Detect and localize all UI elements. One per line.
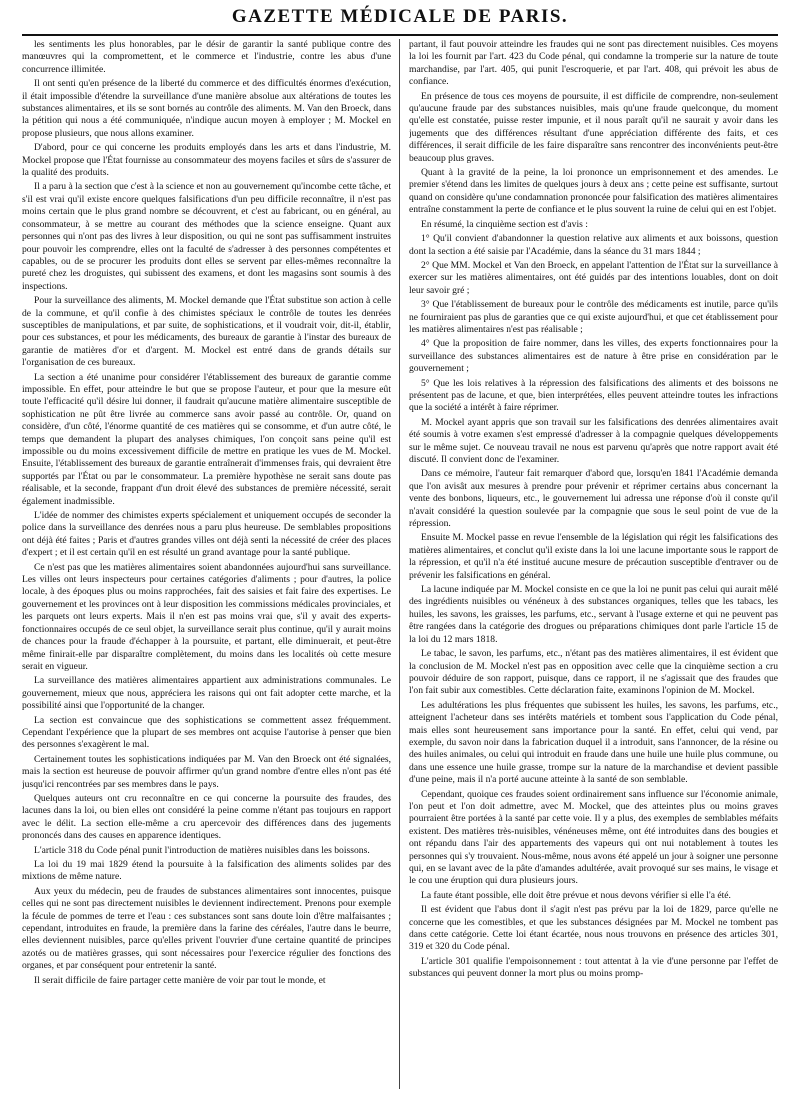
paragraph: L'idée de nommer des chimistes experts spécialement et uniquement occupés de seconder la police dans la surveillance des denrées nous a paru plus heureuse. De semblables propositions ont déjà été faites ; Paris et d'autres grandes villes ont déjà senti la nécessité de créer des places d'expert ; et il est certain qu'il en est résulté un grand avantage pour la santé publique.: [22, 510, 391, 559]
paragraph: L'article 301 qualifie l'empoisonnement : tout attentat à la vie d'une personne par l'effet de substances qui peuvent donner la mort plus ou moins promp-: [409, 955, 778, 980]
paragraph: Il ont senti qu'en présence de la liberté du commerce et des difficultés énormes d'exécution, il était impossible d'étendre la surveillance d'une manière absolue aux altérations de toutes les substances alimentaires, et ils se sont bornés au contrôle des aliments. M. Van den Broeck, dans la pétition qui nous a été communiquée, n'indique aucun moyen à employer ; M. Mockel en propose plusieurs, que nous allons examiner.: [22, 78, 391, 139]
paragraph: Il a paru à la section que c'est à la science et non au gouvernement qu'incombe cette tâche, et s'il est vrai qu'il existe encore quelques falsifications d'un peu difficile reconnaître, il n'est pas moins certain que le plus grand nombre se découvrent, et c'est au fabricant, ou en général, au consommateur, à se mettre au courant des méthodes que la science enseigne. Quant aux personnes qui n'ont pas des livres à leur disposition, ou qui ne sont pas suffisamment instruites pour pouvoir les comprendre, elles ont la faculté de s'adresser à des personnes compétentes et capables, ou de se procurer les produits dont elles se servent par elles-mêmes reconnaître la pureté chez les droguistes, qui subissent des examens, et dont les magasins sont soumis à des inspections.: [22, 181, 391, 292]
paragraph: Le tabac, le savon, les parfums, etc., n'étant pas des matières alimentaires, il est évident que la conclusion de M. Mockel n'est pas en opposition avec celle que la cinquième section a cru pouvoir déduire de son rapport, puisque, dans ce rapport, il ne s'agissait que des fraudes que l'on fait subir aux comestibles. Cette déclaration faite, examinons l'opinion de M. Mockel.: [409, 648, 778, 697]
paragraph: Il est évident que l'abus dont il s'agit n'est pas prévu par la loi de 1829, parce qu'elle ne concerne que les comestibles, et que les substances désignées par M. Mockel ne tombent pas dans cette catégorie. Cette loi étant écartée, nous nous trouvons en présence des articles 301, 319 et 320 du Code pénal.: [409, 904, 778, 953]
paragraph: 3° Que l'établissement de bureaux pour le contrôle des médicaments est inutile, parce qu'ils ne fourniraient pas plus de garanties que ce qui existe aujourd'hui, et que cet établissement pour les matières alimentaires n'est pas réalisable ;: [409, 299, 778, 335]
paragraph: Ce n'est pas que les matières alimentaires soient abandonnées aujourd'hui sans surveillance. Les villes ont leurs inspecteurs pour certaines catégories d'aliments ; pour d'autres, la police locale, à des époques plus ou moins rapprochées, fait des saisies et fait faire des expertises. Le gouvernement et les provinces ont à leur disposition les commissions médicales provinciales, et les parquets ont leurs experts. Mais il n'en est pas moins vrai que, s'il y avait des experts-fonctionnaires occupés de ce seul objet, la surveillance serait plus continue, qu'il y aurait moins de chances pour la fraude d'échapper à la poursuite, et partant, elle diminuerait, et peut-être même finirait-elle par disparaître complètement, du moins dans les localités où cette mesure serait en vigueur.: [22, 561, 391, 672]
paragraph: les sentiments les plus honorables, par le désir de garantir la santé publique contre des manœuvres qui la compromettent, et le commerce et l'industrie, contre les abus d'une concurrence illimitée.: [22, 39, 391, 75]
paragraph: La surveillance des matières alimentaires appartient aux administrations communales. Le gouvernement, mieux que nous, appréciera les raisons qui ont fait adopter cette marche, et la possibilité ainsi que l'opportunité de la changer.: [22, 675, 391, 712]
paragraph: Pour la surveillance des aliments, M. Mockel demande que l'État substitue son action à celle de la commune, et qu'il confie à des chimistes spéciaux le contrôle de toutes les denrées susceptibles de manipulations, et par suite, de sophistications, et il voudrait voir, dit-il, établir, pour ces substances, et pour les médicaments, des bureaux de garantie à l'instar des bureaux de garantie de matières d'or et d'argent. M. Mockel est entré dans de grands détails sur l'organisation de ces bureaux.: [22, 295, 391, 369]
paragraph: 5° Que les lois relatives à la répression des falsifications des aliments et des boissons ne présentent pas de lacune, et que, bien interprétées, elles peuvent atteindre toutes les infractions que la société a intérêt à faire réprimer.: [409, 377, 778, 414]
left-column: [22, 39, 391, 1089]
paragraph: La lacune indiquée par M. Mockel consiste en ce que la loi ne punit pas celui qui aurait mêlé des ingrédients nuisibles ou vénéneux à des substances organiques, telles que les tabacs, les huiles, les savons, les graisses, les parfums, etc., servant à l'usage externe et qui ne peuvent pas être rangées dans la catégorie des drogues ou préparations chimiques dont parle l'article 15 de la loi du 12 mars 1818.: [409, 584, 778, 645]
paragraph: La section est convaincue que des sophistications se commettent assez fréquemment. Cependant l'expérience que la plupart de ses membres ont acquise l'autorise à penser que bien des personnes s'exagèrent le mal.: [22, 714, 391, 751]
paragraph: En résumé, la cinquième section est d'avis :: [421, 218, 588, 230]
paragraph: Il serait difficile de faire partager cette manière de voir par tout le monde, et: [34, 974, 326, 986]
paragraph: M. Mockel ayant appris que son travail sur les falsifications des denrées alimentaires avait été soumis à votre examen s'est empressé d'adresser à la compagnie quelques développements sur le même sujet. Ce nouveau travail ne nous est parvenu qu'après que notre rapport avait été discuté. Il convient donc de l'examiner.: [409, 416, 778, 465]
paragraph: Certainement toutes les sophistications indiquées par M. Van den Broeck ont été signalées, mais la section est heureuse de pouvoir affirmer qu'un grand nombre d'entre elles n'ont pas été jusqu'ici rencontrées par ses membres dans le pays.: [22, 753, 391, 790]
paragraph: Quelques auteurs ont cru reconnaître en ce qui concerne la poursuite des fraudes, des lacunes dans la loi, ou bien elles ont considéré la peine comme n'étant pas toujours en rapport avec le délit. La section elle-même a cru apercevoir des différences dans des jugements prononcés dans des causes en apparence identiques.: [22, 792, 391, 842]
masthead: GAZETTE MÉDICALE DE PARIS.: [231, 6, 569, 27]
paragraph: 2° Que MM. Mockel et Van den Broeck, en appelant l'attention de l'État sur la surveillance à exercer sur les matières alimentaires, ont été guidés par des intentions louables, dont on doit leur savoir gré ;: [409, 259, 778, 296]
paragraph: Cependant, quoique ces fraudes soient ordinairement sans influence sur l'économie animale, l'on peut et l'on doit admettre, avec M. Mockel, que des atteintes plus ou moins graves pourraient être portées à la santé par cette voie. Il y a plus, des exemples de semblables méfaits existent. Des matières très-nuisibles, vénéneuses même, ont été introduites dans des bougies et ont répandu dans l'air des appartements des vapeurs qui ont nui notablement à toutes les personnes qui s'y trouvaient. Nous-même, nous avons été appelé un jour à soigner une personne qui, en se lavant avec de la pâte d'amandes adultérée, avait provoqué sur ses mains, le visage et le cou une éruption qui dura plusieurs jours.: [409, 788, 778, 887]
paragraph: La faute étant possible, elle doit être prévue et nous devons vérifier si elle l'a été.: [421, 889, 731, 901]
paragraph: Quant à la gravité de la peine, la loi prononce un emprisonnement et des amendes. Le premier s'étend dans les limites de quelques jours à deux ans ; cette peine est suffisante, surtout quand on considère qu'une condamnation prononcée pour falsification des matières alimentaires entraîne constamment la perte de confiance et le plus souvent la ruine de celui qui en est l'objet.: [409, 167, 778, 216]
paragraph: 4° Que la proposition de faire nommer, dans les villes, des experts fonctionnaires pour la surveillance des substances alimentaires est de nature à être prise en considération par le gouvernement ;: [409, 338, 778, 375]
paragraph: L'article 318 du Code pénal punit l'introduction de matières nuisibles dans les boissons.: [34, 844, 370, 856]
paragraph: D'abord, pour ce qui concerne les produits employés dans les arts et dans l'industrie, M. Mockel propose que l'État fournisse au consommateur des moyens faciles et sûrs de s'assurer de la qualité des produits.: [22, 142, 391, 179]
paragraph: En présence de tous ces moyens de poursuite, il est difficile de comprendre, non-seulement qu'aucune fraude par des substances nuisibles, mais qu'une fraude quelconque, du moment qu'elle est constatée, puisse rester impunie, et il nous paraît qu'il ne saurait y avoir dans les jugements que des différences résultant d'une appréciation différente des faits, et ces différences, il serait difficile de les faire disparaître sans rencontrer des inconvénients peut-être beaucoup plus graves.: [409, 90, 778, 164]
column-divider: [399, 39, 400, 1089]
paragraph: partant, il faut pouvoir atteindre les fraudes qui ne sont pas directement nuisibles. Ces moyens la loi les fournit par l'art. 423 du Code pénal, qui condamne la tromperie sur la nature de toute marchandise, par l'art. 405, qui punit l'escroquerie, et par l'art. 408, qui prévoit les abus de confiance.: [409, 39, 778, 88]
paragraph: Aux yeux du médecin, peu de fraudes de substances alimentaires sont innocentes, puisque celles qui ne sont pas directement nuisibles le deviennent indirectement. Prenons pour exemple la fécule de pommes de terre et l'eau : ces substances sont sans doute loin d'être malfaisantes ; cependant, introduites en fraude, la première dans la farine des céréales, l'autre dans le beurre, elles deviennent nuisibles, parce qu'elles privent l'ouvrier d'une certaine quantité de principes azotés ou de matières grasses, qui sont nécessaires pour l'exercice régulier des fonctions des organes, et par conséquent pour entretenir la santé.: [22, 885, 391, 972]
paragraph: La section a été unanime pour considérer l'établissement des bureaux de garantie comme impossible. En effet, pour atteindre le but que se propose l'auteur, et pour que la mesure eût toute l'efficacité qu'il désire lui donner, il faudrait qu'aucune matière alimentaire susceptible de sophistication ne pût être livrée au commerce sans avoir passé au contrôle. Or, quand on considère, d'un côté, l'énorme quantité de ces matières qui se consomme, et d'un autre côté, le temps que demandent la plupart des analyses chimiques, l'on conçoit sans peine qu'il est impossible ou du moins excessivement difficile de mettre en pratique les vues de M. Mockel. Ensuite, l'établissement des bureaux de garantie entraînerait d'immenses frais, qui devraient être supportés par l'État ou par le consommateur. La première hypothèse ne serait sans doute pas réalisable, et la seconde, frappant d'un droit élevé des substances de première nécessité, serait également inadmissible.: [22, 371, 391, 507]
right-column: [409, 39, 778, 1089]
header-rule: [22, 34, 778, 36]
paragraph: Ensuite M. Mockel passe en revue l'ensemble de la législation qui régit les falsifications des matières alimentaires, et conclut qu'il existe dans la loi une lacune importante sous le rapport de la répression, et qu'il n'a été institué aucune mesure de précaution susceptible d'entraver ou de prévenir les falsifications en général.: [409, 532, 778, 581]
paragraph: Les adultérations les plus fréquentes que subissent les huiles, les savons, les parfums, etc., atteignent l'acheteur dans ses intérêts matériels et tombent sous l'application du Code pénal, mais elles sont heureusement sans importance pour la santé. En effet, celui qui vend, par exemple, du savon noir dans la fabrication duquel il a introduit, sans l'annoncer, de la résine ou des huiles animales, ou celui qui introduit en fraude dans une huile une huile plus commune, ou dans une essence une huile grasse, trompe sur la nature de la marchandise et devient passible d'une peine, mais il n'a porté aucune atteinte à la santé de son semblable.: [409, 699, 778, 786]
paragraph: La loi du 19 mai 1829 étend la poursuite à la falsification des aliments solides par des mixtions de même nature.: [22, 859, 391, 883]
paragraph: 1° Qu'il convient d'abandonner la question relative aux aliments et aux boissons, question dont la section a été saisie par l'Académie, dans la séance du 31 mars 1844 ;: [409, 233, 778, 257]
paragraph: Dans ce mémoire, l'auteur fait remarquer d'abord que, lorsqu'en 1841 l'Académie demanda que l'on avisât aux mesures à prendre pour prévenir et réprimer certains abus concernant la vente des bonbons, liqueurs, etc., le gouvernement lui adressa une réponse d'où il conste qu'il n'avait considéré la question soulevée par la compagnie que sous le seul point de vue de la répression.: [409, 468, 778, 530]
